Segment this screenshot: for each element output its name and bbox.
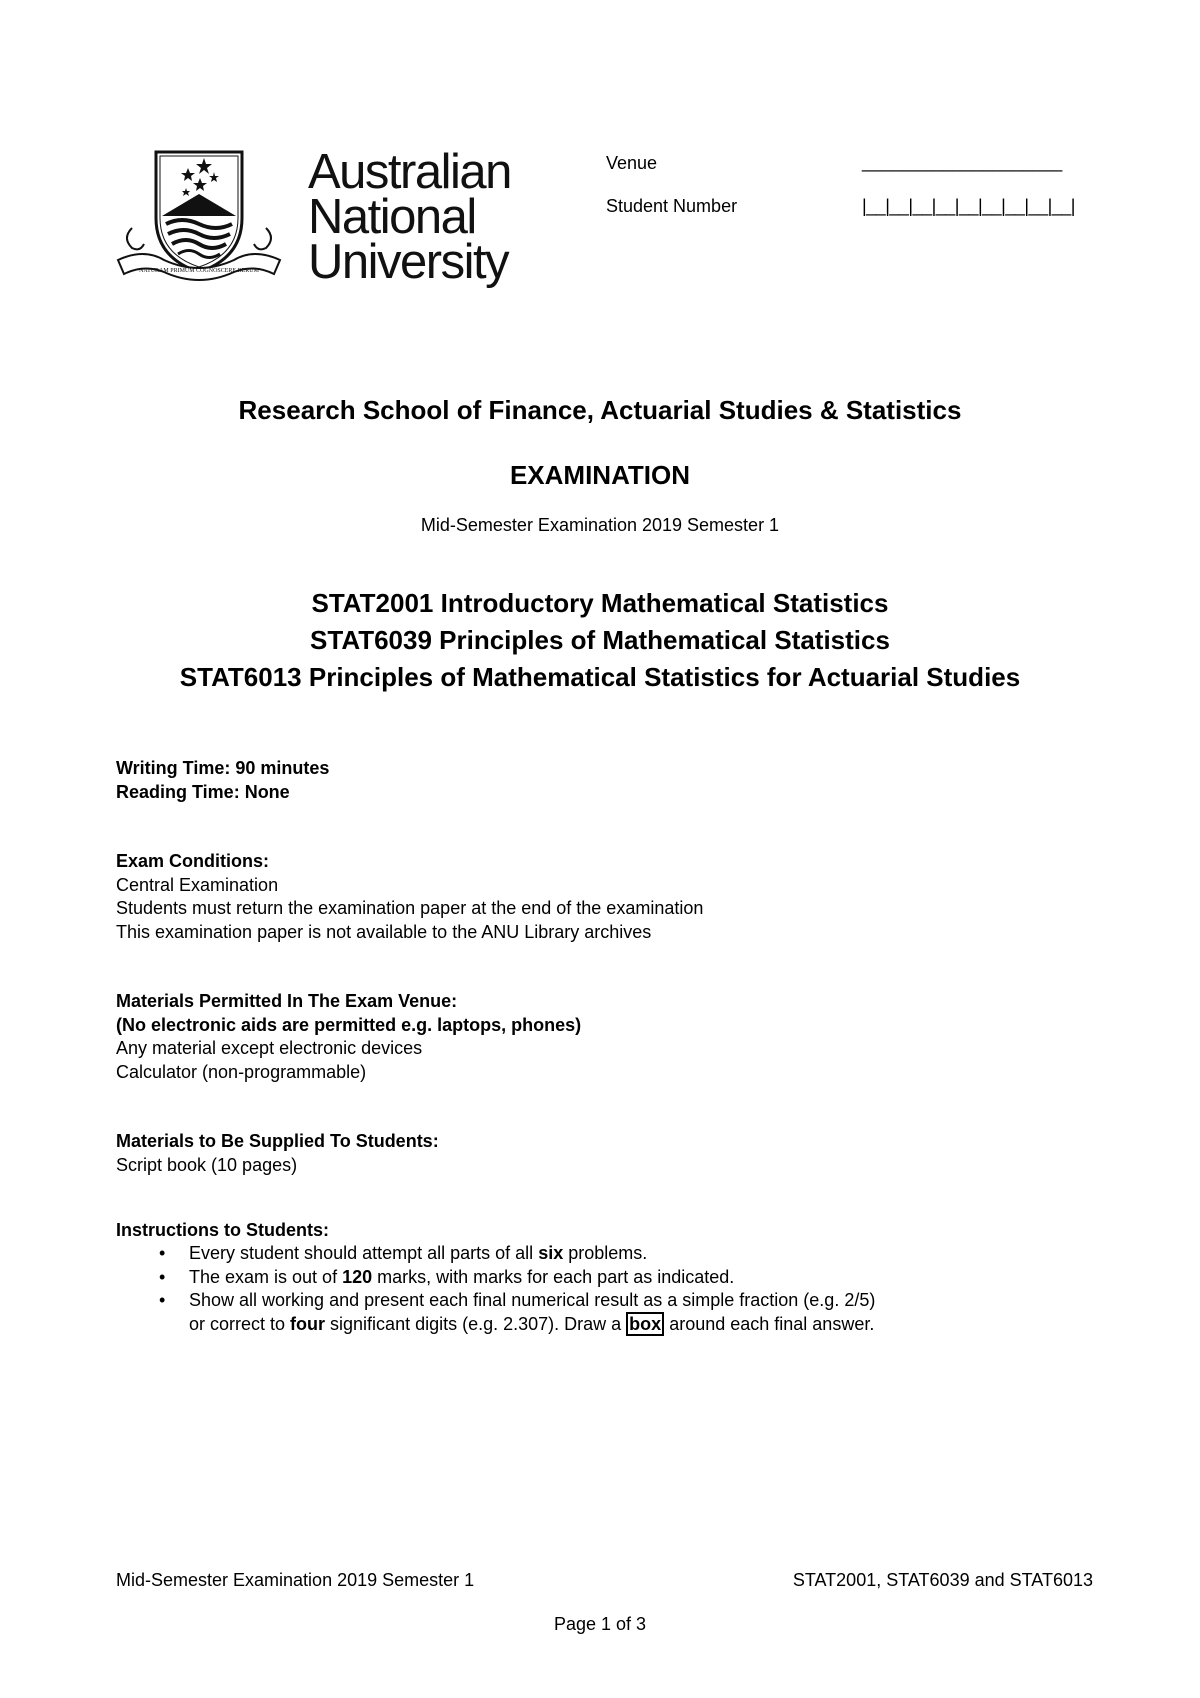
instruction-text: marks, with marks for each part as indicated.	[372, 1266, 735, 1287]
materials-line: Any material except electronic devices	[116, 1038, 423, 1058]
instruction-emphasis: four	[290, 1313, 326, 1334]
bullet-icon: •	[159, 1243, 166, 1263]
wordmark-line-2: National	[308, 190, 476, 244]
reading-time: Reading Time: None	[116, 781, 290, 802]
condition-line: This examination paper is not available to the ANU Library archives	[116, 921, 652, 942]
instruction-text: around each final answer.	[664, 1313, 875, 1334]
materials-line: Calculator (non-programmable)	[116, 1061, 367, 1082]
instruction-item	[116, 1242, 1106, 1266]
instruction-emphasis: six	[538, 1243, 564, 1263]
supplied-heading: Materials to Be Supplied To Students:	[116, 1131, 439, 1151]
instructions-heading: Instructions to Students:	[116, 1220, 329, 1240]
exam-subtitle: Mid-Semester Examination 2019 Semester 1	[420, 515, 780, 535]
course-title: STAT6039 Principles of Mathematical Statistics	[310, 625, 890, 655]
venue-label: Venue	[606, 153, 658, 173]
venue-field[interactable]: ____________________	[862, 152, 1063, 172]
bullet-icon: •	[159, 1266, 166, 1287]
instruction-item	[116, 1266, 1106, 1290]
supplied-line: Script book (10 pages)	[116, 1154, 298, 1175]
school-name: Research School of Finance, Actuarial Studies & Statistics	[238, 395, 962, 425]
supplied-block	[116, 1130, 439, 1177]
footer-exam-name: Mid-Semester Examination 2019 Semester 1	[116, 1570, 475, 1590]
student-number-field[interactable]: |__|__|__|__|__|__|__|__|__|	[862, 196, 1075, 216]
condition-line: Central Examination	[116, 874, 279, 895]
condition-line: Students must return the examination paper at the end of the examination	[116, 898, 704, 918]
instruction-text: The exam is out of	[189, 1266, 343, 1287]
exam-heading: EXAMINATION	[509, 460, 691, 490]
course-title: STAT6013 Principles of Mathematical Statistics for Actuarial Studies	[179, 662, 1021, 692]
course-title: STAT2001 Introductory Mathematical Statistics	[311, 588, 889, 618]
time-block	[116, 757, 329, 804]
writing-time: Writing Time: 90 minutes	[116, 758, 330, 778]
instruction-item	[116, 1289, 1106, 1336]
instructions-list	[116, 1242, 1106, 1336]
instruction-text: Show all working and present each final numerical result as a simple fraction (e.g. 2/5)	[189, 1290, 876, 1310]
anu-wordmark	[308, 145, 511, 289]
conditions-heading: Exam Conditions:	[116, 851, 270, 871]
instruction-text: or correct to	[189, 1313, 291, 1334]
instruction-emphasis: 120	[342, 1266, 373, 1287]
page-number: Page 1 of 3	[553, 1614, 647, 1634]
instruction-text: significant digits (e.g. 2.307). Draw a	[325, 1313, 627, 1334]
conditions-block	[116, 850, 703, 944]
boxed-word: box	[626, 1312, 664, 1336]
wordmark-line-3: University	[308, 235, 509, 289]
student-number-label: Student Number	[606, 196, 738, 216]
materials-block	[116, 990, 581, 1084]
instructions-heading-block	[116, 1219, 329, 1243]
materials-heading: Materials Permitted In The Exam Venue:	[116, 991, 458, 1011]
instruction-text: Every student should attempt all parts of all	[189, 1243, 539, 1263]
footer-course-codes: STAT2001, STAT6039 and STAT6013	[792, 1570, 1093, 1590]
crest-motto: NATURAM PRIMUM COGNOSCERE RERUM	[139, 268, 259, 274]
anu-crest-logo	[114, 148, 284, 288]
instruction-text: problems.	[563, 1243, 648, 1263]
materials-subheading: (No electronic aids are permitted e.g. laptops, phones)	[116, 1014, 582, 1035]
wordmark-line-1: Australian	[308, 145, 511, 199]
bullet-icon: •	[159, 1290, 166, 1310]
